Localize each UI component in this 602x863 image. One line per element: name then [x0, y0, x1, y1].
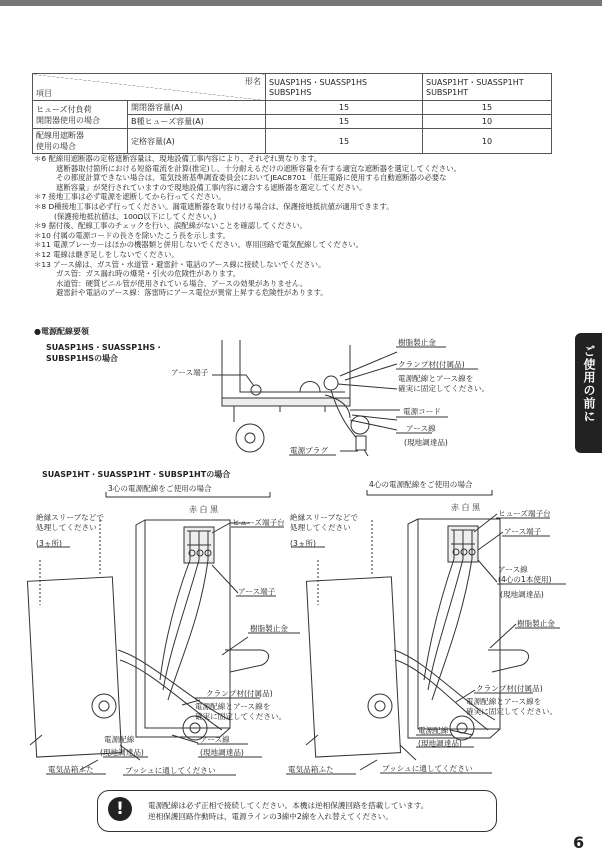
warning-box: [97, 790, 497, 832]
label-power-wiring: 電源配線: [104, 735, 135, 744]
warning-line2: 逆相保護回路作動時は、電源ラインの3線中2線を入れ替えてください。: [148, 812, 393, 821]
exclamation-icon: !: [108, 797, 132, 821]
note-line: ＊12 電線は継ぎ足しをしないでください。: [34, 249, 179, 259]
model2-line1: SUASP1HT・SUASSP1HT: [426, 78, 524, 87]
note-line: ＊8 D種接地工事は必ず行ってください。漏電遮断器を取り付ける場合は、保護接地抵抗値が適用できます。: [34, 201, 394, 211]
note-line: (保護接地抵抗値は、100Ω以下にしてください。): [54, 211, 217, 221]
label-sleeve-line1: 絶縁スリーブなどで: [36, 513, 104, 522]
label-sleeve-line1-3: 絶縁スリーブなどで: [290, 513, 358, 522]
label-clamp-3: クランプ材(付属品): [476, 684, 543, 693]
label-resin-bracket-3: 樹脂製止金: [517, 619, 555, 628]
row-item: B種ヒューズ容量(A): [128, 115, 266, 129]
label-3places: (3ヵ所): [36, 539, 62, 548]
label-red-white-black-3: 赤 白 黒: [451, 503, 481, 512]
row-value: 15: [423, 101, 552, 115]
group-line1: 配線用遮断器: [36, 131, 84, 140]
row-item: 開閉器容量(A): [128, 101, 266, 115]
label-box-cover-3: 電気品箱ふた: [288, 765, 334, 774]
model2-line2: SUBSP1HT: [426, 88, 469, 97]
row-item: 定格容量(A): [128, 129, 266, 154]
item-header: 項目: [36, 89, 52, 98]
note-line: 水道管：硬質ビニル管が使用されている場合、アースの効果がありません。: [56, 278, 308, 288]
note-line: 避雷針や電話のアース線：落雷時にアース電位が異常上昇する危険性があります。: [56, 288, 328, 298]
model1-line2: SUBSP1HS: [269, 88, 312, 97]
label-resin-bracket: 樹脂製止金: [398, 338, 436, 347]
group-line1: ヒューズ付負荷: [36, 104, 92, 114]
label-clamp: クランプ材(付属品): [398, 360, 465, 369]
row-value: 10: [423, 115, 552, 129]
label-power-wiring-3: 電源配線: [418, 726, 449, 735]
label-local-procured: (現地調達品): [404, 438, 448, 447]
side-tab-label: ご使用の前に: [582, 345, 596, 423]
label-3wire-title: 3心の電源配線をご使用の場合: [108, 484, 212, 493]
note-line: ＊11 電源ブレーカーはほかの機器類と併用しないでください。専用回路で電気配線してください。: [34, 240, 364, 250]
label-local-procured-2a: (現地調達品): [100, 748, 144, 757]
note-line: 遮断容量」が発行されていますので現地設備工事内容に適合する遮断器を選定してください。: [56, 182, 367, 192]
label-resin-bracket-2: 樹脂製止金: [250, 624, 288, 633]
warning-text: [148, 800, 428, 822]
label-sleeve-line2-3: 処理してください: [290, 523, 351, 532]
row-value: 15: [266, 115, 423, 129]
label-fix-line1-2: 電源配線とアース線を: [195, 702, 271, 711]
model-header: 形名: [245, 77, 261, 86]
label-local-procured-2b: (現地調達品): [200, 748, 244, 757]
label-earth-terminal-2: アース端子: [238, 587, 276, 596]
label-3places-3: (3ヵ所): [290, 539, 316, 548]
label-earth-wire-3: アース線: [498, 565, 528, 574]
label-4wire-title: 4心の電源配線をご使用の場合: [369, 480, 473, 489]
row-value: 15: [266, 101, 423, 115]
group-line2: 開閉器使用の場合: [36, 115, 100, 125]
label-fuse-terminal-3: ヒューズ端子台: [498, 509, 551, 518]
label-red-white-black: 赤 白 黒: [189, 505, 219, 514]
label-earth-terminal-3: アース端子: [504, 527, 542, 536]
model1-line1: SUASP1HS・SUASSP1HS: [269, 78, 368, 87]
label-power-cord: 電源コード: [403, 407, 441, 416]
label-fix-line1-3: 電源配線とアース線を: [466, 697, 542, 706]
label-pass-bushing-3: ブッシュに通してください: [382, 764, 473, 773]
label-fix-line2-2: 確実に固定してください。: [195, 712, 287, 721]
label-pass-bushing: ブッシュに通してください: [125, 766, 216, 775]
side-tab: [575, 333, 602, 453]
caster-wheel: [236, 424, 264, 452]
label-fix-line2: 確実に固定してください。: [398, 384, 490, 393]
page-number: 6: [573, 833, 585, 852]
label-one-of-four: (4心の1本使用): [498, 575, 552, 584]
note-line: その都度計算できない場合は、電気技術基準調査委員会においてJEAC8701「低圧電路に使用する自動遮断器の必要な: [56, 173, 447, 183]
note-line: ＊9 据付後、配線工事のチェックを行い、誤配線がないことを確認してください。: [34, 221, 307, 231]
label-earth-wire: アース線: [406, 424, 436, 433]
note-line: ＊13 アース線は、ガス管・水道管・避雷針・電話のアース線に接続しないでください。: [34, 259, 326, 269]
group-line2: 使用の場合: [36, 142, 76, 151]
label-fix-line2-3: 確実に固定してください。: [466, 707, 558, 716]
label-earth-terminal: アース端子: [171, 368, 209, 377]
note-line: ＊10 付属の電源コードの長さを除いたこう長を示します。: [34, 230, 230, 240]
label-power-plug: 電源プラグ: [290, 446, 328, 455]
note-line: 遮断器取付箇所における短絡電流を計算(推定)し、十分耐えるだけの遮断容量を有する適宜な遮断器を選定してください。: [56, 163, 461, 173]
row-value: 15: [266, 129, 423, 154]
label-local-procured-3: (現地調達品): [500, 590, 544, 599]
note-line: ＊6 配線用遮断器の定格遮断容量は、現地設備工事内容により、それぞれ異なります。: [34, 154, 322, 163]
note-line: ガス管：ガス漏れ時の爆発・引火の危険性があります。: [56, 269, 241, 279]
label-fuse-terminal: ヒューズ端子台: [232, 518, 285, 527]
label-box-cover: 電気品箱ふた: [48, 765, 94, 774]
label-fix-line1: 電源配線とアース線を: [398, 374, 474, 383]
label-clamp-2: クランプ材(付属品): [206, 689, 273, 698]
model-group-2: SUASP1HT・SUASSP1HT・SUBSP1HTの場合: [42, 470, 231, 479]
label-earth-wire-2: アース線: [200, 735, 230, 744]
label-local-procured-3b: (現地調達品): [418, 739, 462, 748]
label-sleeve-line2: 処理してください: [36, 523, 97, 532]
section-title: ●電源配線要領: [34, 327, 89, 336]
row-value: 10: [423, 129, 552, 154]
model-group-1-line2: SUBSP1HSの場合: [46, 354, 119, 363]
note-line: ＊7 接地工事は必ず電源を遮断してから行ってください。: [34, 192, 226, 202]
model-group-1-line1: SUASP1HS・SUASSP1HS・: [46, 343, 164, 352]
warning-line1: 電源配線は必ず正相で接続してください。本機は逆相保護回路を搭載しています。: [148, 801, 429, 810]
